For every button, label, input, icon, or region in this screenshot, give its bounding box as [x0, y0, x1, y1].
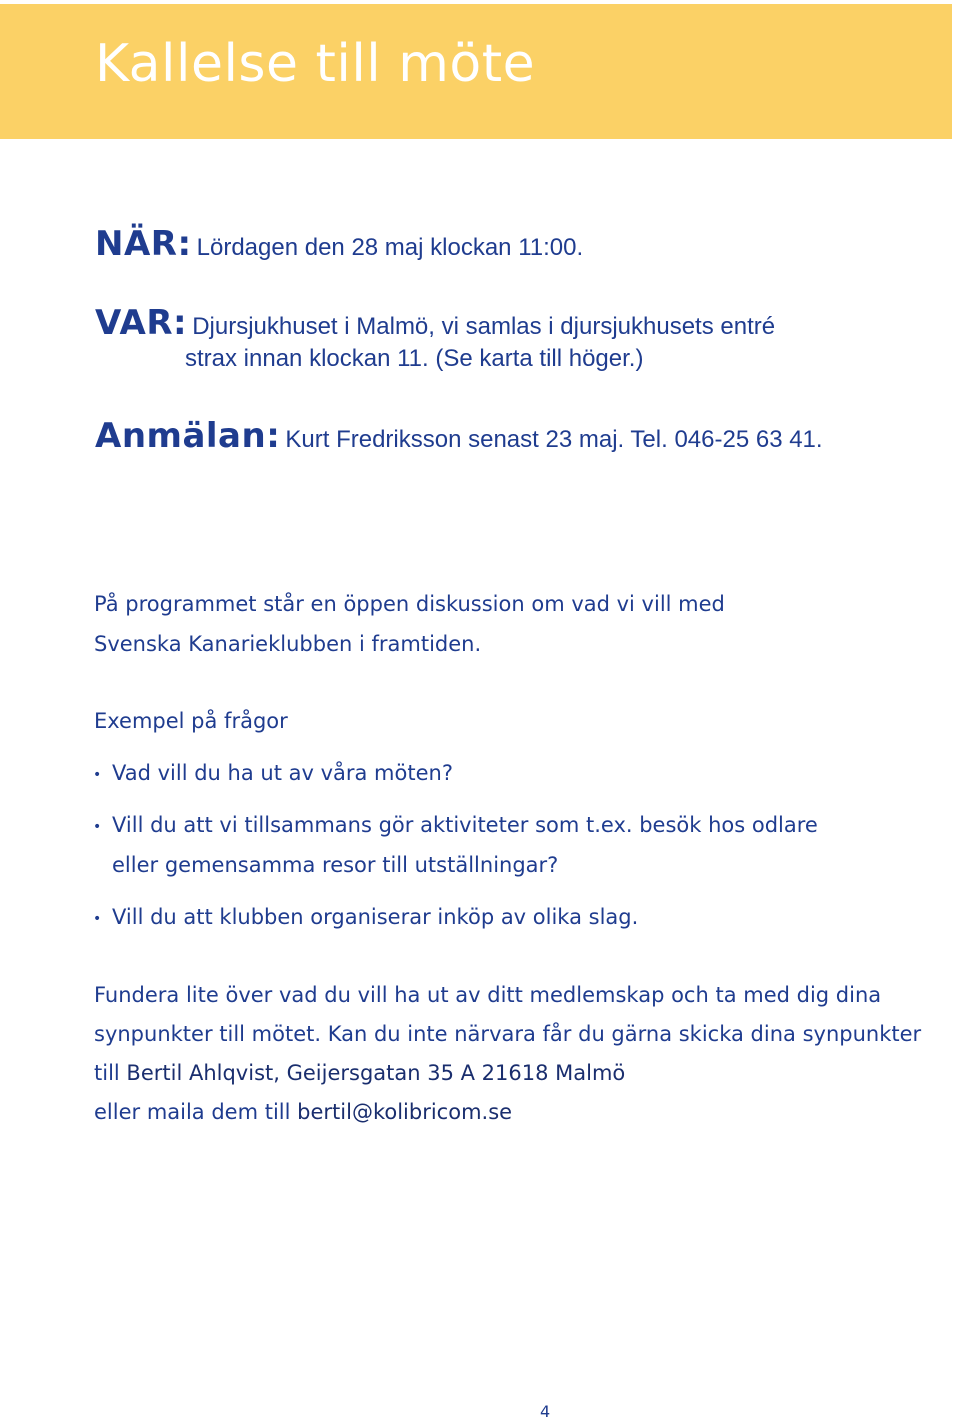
when-label: NÄR:: [95, 224, 192, 264]
question-item: Vill du att klubben organiserar inköp av olika slag.: [112, 905, 639, 929]
signup-text: Kurt Fredriksson senast 23 maj. Tel. 046-25 63 41.: [285, 426, 823, 453]
where-line: [95, 303, 775, 343]
signup-line: [95, 416, 823, 456]
signup-label: Anmälan:: [95, 416, 281, 456]
title-banner: [0, 4, 952, 139]
question-item: Vill du att vi tillsammans gör aktiviteter som t.ex. besök hos odlare: [112, 813, 818, 837]
closing-line-1: Fundera lite över vad du vill ha ut av ditt medlemskap och ta med dig dina: [94, 983, 882, 1007]
closing-email-prefix: eller maila dem till: [94, 1100, 298, 1124]
when-line: [95, 224, 583, 264]
question-item: Vad vill du ha ut av våra möten?: [112, 761, 453, 785]
program-line-1: På programmet står en öppen diskussion om vad vi vill med: [94, 592, 725, 616]
question-item-continued: eller gemensamma resor till utställningar?: [112, 853, 559, 877]
bullet-icon: •: [93, 767, 102, 783]
bullet-icon: •: [93, 911, 102, 927]
when-text: Lördagen den 28 maj klockan 11:00.: [196, 234, 584, 261]
page-number: 4: [540, 1402, 551, 1421]
where-label: VAR:: [95, 303, 188, 343]
closing-prefix: till: [94, 1061, 127, 1085]
bullet-icon: •: [93, 819, 102, 835]
program-line-2: Svenska Kanarieklubben i framtiden.: [94, 632, 482, 656]
page-title: Kallelse till möte: [95, 34, 536, 94]
postal-address: Bertil Ahlqvist, Geijersgatan 35 A 21618 Malmö: [126, 1061, 626, 1085]
closing-line-2: synpunkter till mötet. Kan du inte närvara får du gärna skicka dina synpunkter: [94, 1022, 922, 1046]
email-link[interactable]: bertil@kolibricom.se: [297, 1100, 513, 1124]
where-text: Djursjukhuset i Malmö, vi samlas i djursjukhusets entré: [192, 313, 776, 340]
where-text-continued: strax innan klockan 11. (Se karta till höger.): [185, 345, 644, 372]
closing-line-4: [94, 1100, 512, 1124]
closing-line-3: [94, 1061, 625, 1085]
questions-heading: Exempel på frågor: [94, 709, 288, 733]
